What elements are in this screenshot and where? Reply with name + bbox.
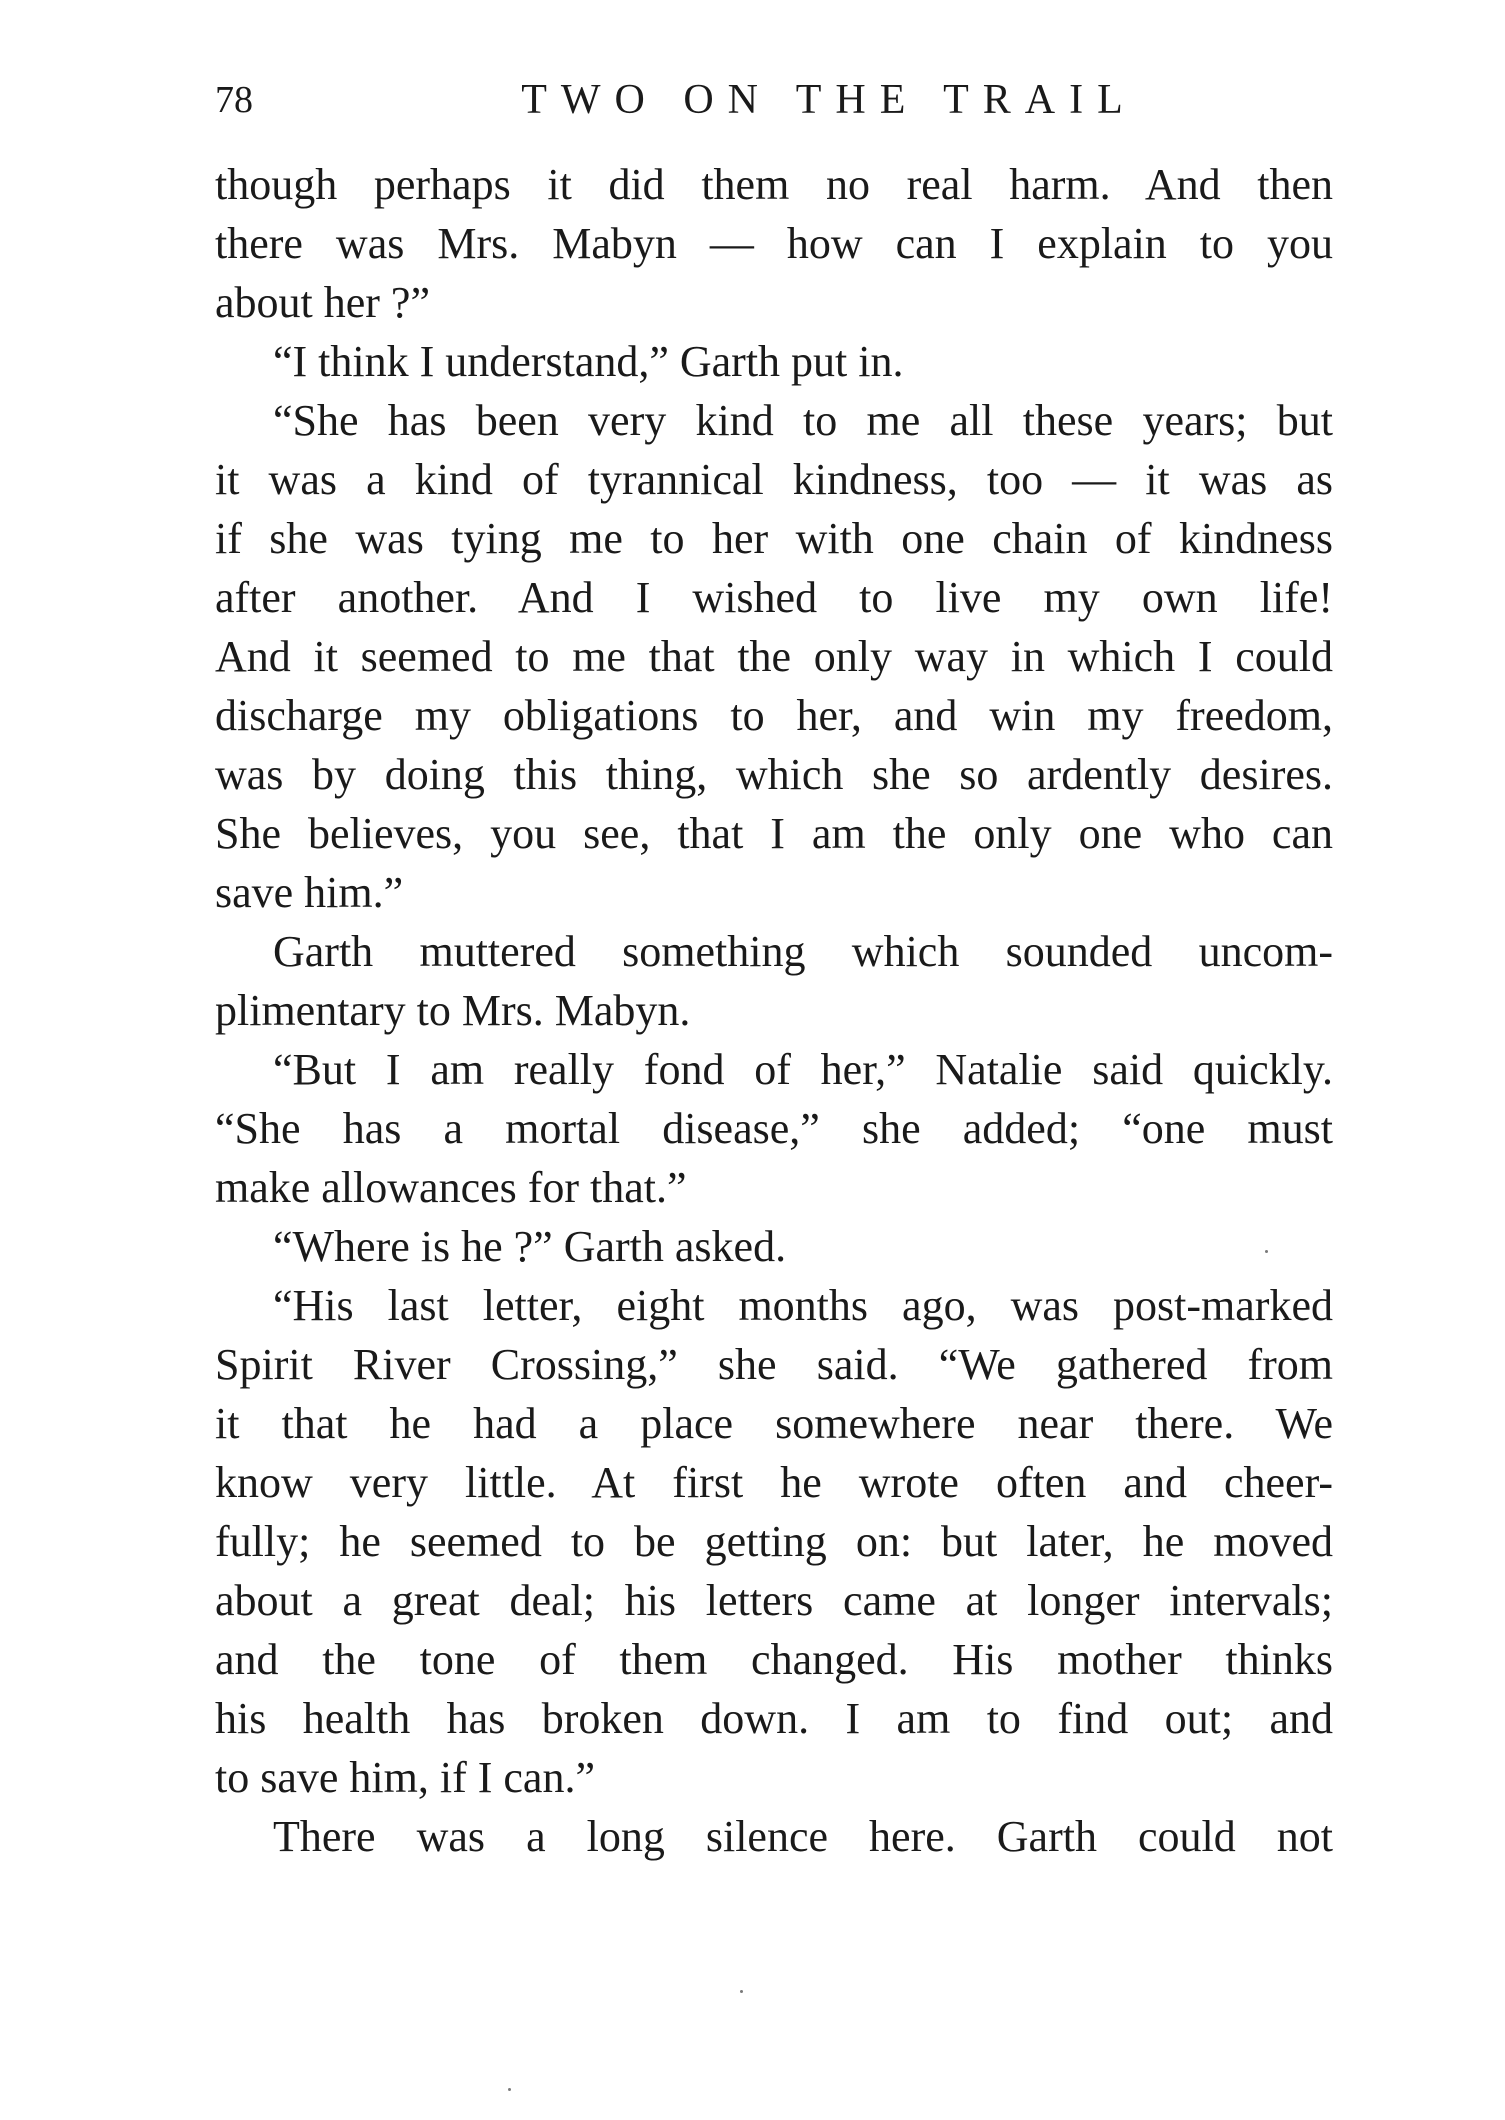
- text-line: it was a kind of tyrannical kindness, too — it was as: [215, 455, 1333, 504]
- text-line: “Where is he ?” Garth asked.: [273, 1222, 787, 1271]
- text-line: “She has a mortal disease,” she added; “one must: [215, 1104, 1333, 1153]
- text-line: Spirit River Crossing,” she said. “We gathered from: [215, 1340, 1333, 1389]
- text-line: about a great deal; his letters came at longer intervals;: [215, 1576, 1333, 1625]
- text-line: was by doing this thing, which she so ardently desires.: [215, 750, 1333, 799]
- text-line: make allowances for that.”: [215, 1163, 687, 1212]
- text-line: plimentary to Mrs. Mabyn.: [215, 986, 691, 1035]
- text-line: “But I am really fond of her,” Natalie said quickly.: [273, 1045, 1333, 1094]
- text-line: “His last letter, eight months ago, was post-marked: [273, 1281, 1333, 1330]
- text-line: about her ?”: [215, 278, 430, 327]
- text-line: She believes, you see, that I am the only one who can: [215, 809, 1333, 858]
- text-line: to save him, if I can.”: [215, 1753, 595, 1802]
- running-title: TWO ON THE TRAIL: [521, 77, 1137, 123]
- text-line: discharge my obligations to her, and win my freedom,: [215, 691, 1333, 740]
- paper-speck: [1265, 1250, 1268, 1253]
- text-line: And it seemed to me that the only way in which I could: [215, 632, 1333, 681]
- text-line: there was Mrs. Mabyn — how can I explain to you: [215, 219, 1333, 268]
- text-line: his health has broken down. I am to find out; and: [215, 1694, 1333, 1743]
- text-line: Garth muttered something which sounded uncom-: [273, 927, 1333, 976]
- text-line: and the tone of them changed. His mother thinks: [215, 1635, 1333, 1684]
- text-line: There was a long silence here. Garth could not: [273, 1812, 1333, 1861]
- text-line: know very little. At first he wrote often and cheer-: [215, 1458, 1333, 1507]
- paper-speck: [740, 1990, 743, 1993]
- text-line: after another. And I wished to live my own life!: [215, 573, 1333, 622]
- text-line: fully; he seemed to be getting on: but later, he moved: [215, 1517, 1333, 1566]
- text-line: “I think I understand,” Garth put in.: [273, 337, 904, 386]
- text-line: though perhaps it did them no real harm. And then: [215, 160, 1333, 209]
- text-line: “She has been very kind to me all these years; but: [273, 396, 1333, 445]
- running-head: [215, 70, 1333, 130]
- body-text: [215, 155, 1333, 1866]
- text-line: save him.”: [215, 868, 404, 917]
- paper-speck: [508, 2088, 511, 2091]
- text-line: it that he had a place somewhere near there. We: [215, 1399, 1333, 1448]
- text-line: if she was tying me to her with one chain of kindness: [215, 514, 1333, 563]
- page-number: 78: [215, 79, 253, 121]
